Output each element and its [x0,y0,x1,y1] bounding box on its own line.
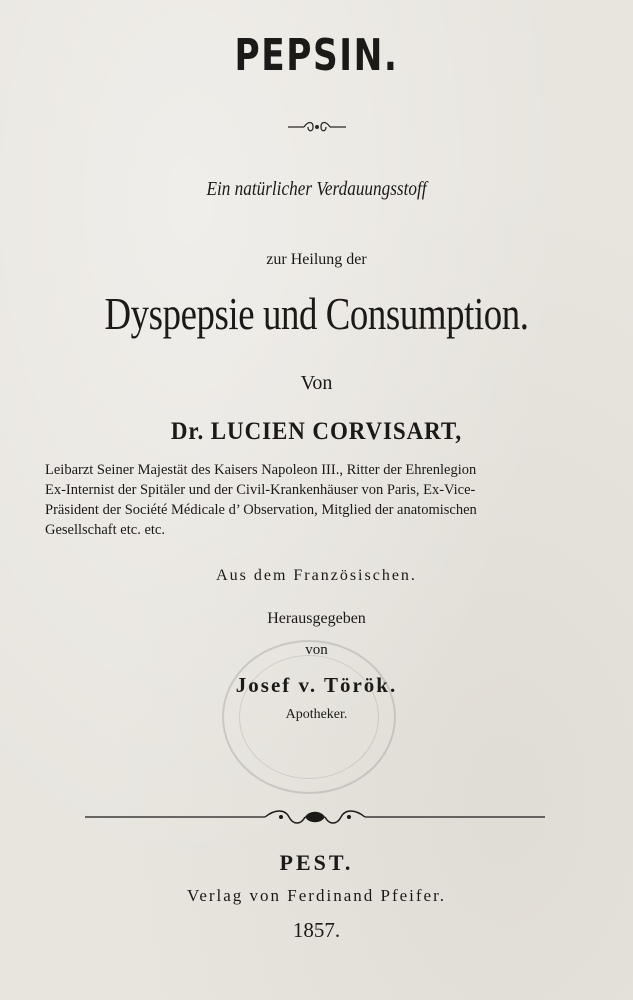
publisher: Verlag von Ferdinand Pfeifer. [186,886,447,905]
by-label: Von [300,372,333,394]
description-line: Präsident der Société Médicale d’ Observation, Mitglied der anatomischen [45,502,477,518]
subtitle: Ein natürlicher Verdauungsstoff [206,178,427,200]
author-description [45,460,590,540]
edited-label: Herausgegeben [267,610,366,627]
publication-year: 1857. [292,918,341,942]
editor-name: Josef v. Török. [235,673,398,697]
author-name: Dr. LUCIEN CORVISART, [170,418,463,445]
editor-role: Apotheker. [285,707,348,722]
description-line: Gesellschaft etc. etc. [45,522,165,538]
purpose-line: zur Heilung der [266,251,367,268]
divider-ornament-icon [85,805,545,829]
edited-by-label: von [305,642,328,658]
ornament-icon [286,120,348,134]
description-line: Ex-Internist der Spitäler und der Civil-Krankenhäuser von Paris, Ex-Vice- [45,482,476,498]
description-line: Leibarzt Seiner Majestät des Kaisers Napoleon III., Ritter der Ehrenlegion [45,462,477,478]
main-title: Dyspepsie und Consumption. [104,288,529,339]
translation-note: Aus dem Französischen. [216,567,417,584]
book-title: PEPSIN. [234,30,399,81]
publication-place: PEST. [279,850,354,875]
